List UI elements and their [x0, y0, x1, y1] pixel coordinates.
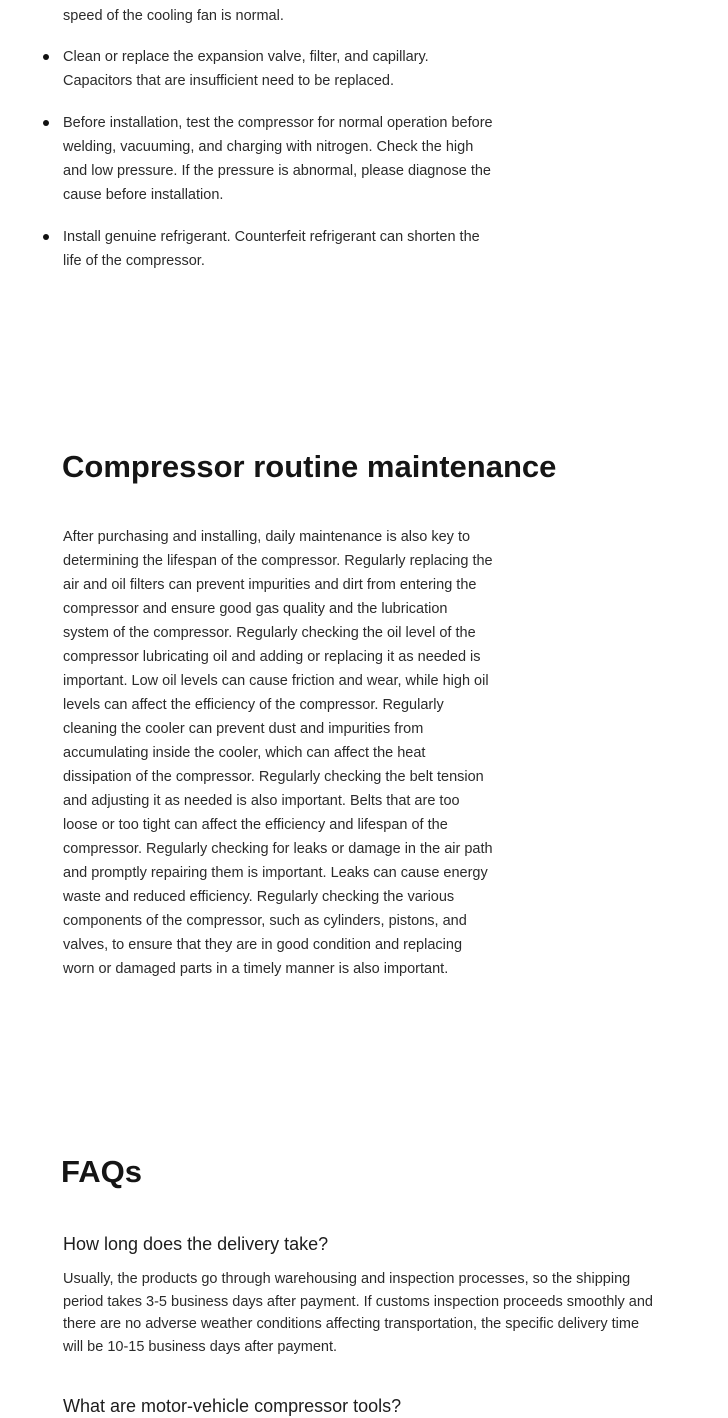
list-item	[63, 225, 493, 273]
faq-answer: Usually, the products go through warehousing and inspection processes, so the shipping period takes 3-5 business days after payment. If customs inspection proceeds smoothly and there are no adverse weather conditions affecting transportation, the specific delivery time will be 10-15 business days after payment.	[63, 1271, 653, 1355]
faq-question: How long does the delivery take?	[63, 1234, 329, 1254]
bullet-icon	[43, 120, 49, 126]
list-item-text: Clean or replace the expansion valve, filter, and capillary. Capacitors that are insufficient need to be replaced.	[63, 49, 429, 89]
list-item-text: Before installation, test the compressor for normal operation before welding, vacuuming, and charging with nitrogen. Check the high and low pressure. If the pressure is abnormal, please diagnose the cause before installation.	[63, 115, 493, 203]
tips-list	[63, 45, 493, 291]
maintenance-heading: Compressor routine maintenance	[62, 449, 557, 484]
intro-fragment: speed of the cooling fan is normal.	[63, 8, 284, 24]
list-item	[63, 45, 493, 93]
maintenance-paragraph: After purchasing and installing, daily maintenance is also key to determining the lifespan of the compressor. Regularly replacing the air and oil filters can prevent impurities and dirt from entering the compressor and ensure good gas quality and the lubrication system of the compressor. Regularly checking the oil level of the compressor lubricating oil and adding or replacing it as needed is important. Low oil levels can cause friction and wear, while high oil levels can affect the efficiency of the compressor. Regularly cleaning the cooler can prevent dust and impurities from accumulating inside the cooler, which can affect the heat dissipation of the compressor. Regularly checking the belt tension and adjusting it as needed is also important. Belts that are too loose or too tight can affect the efficiency and lifespan of the compressor. Regularly checking for leaks or damage in the air path and promptly repairing them is important. Leaks can cause energy waste and reduced efficiency. Regularly checking the various components of the compressor, such as cylinders, pistons, and valves, to ensure that they are in good condition and replacing worn or damaged parts in a timely manner is also important.	[63, 529, 493, 977]
faq-heading: FAQs	[61, 1154, 142, 1189]
list-item-text: Install genuine refrigerant. Counterfeit refrigerant can shorten the life of the compressor.	[63, 229, 480, 269]
list-item	[63, 111, 493, 207]
bullet-icon	[43, 234, 49, 240]
bullet-icon	[43, 54, 49, 60]
faq-question: What are motor-vehicle compressor tools?	[63, 1396, 402, 1416]
